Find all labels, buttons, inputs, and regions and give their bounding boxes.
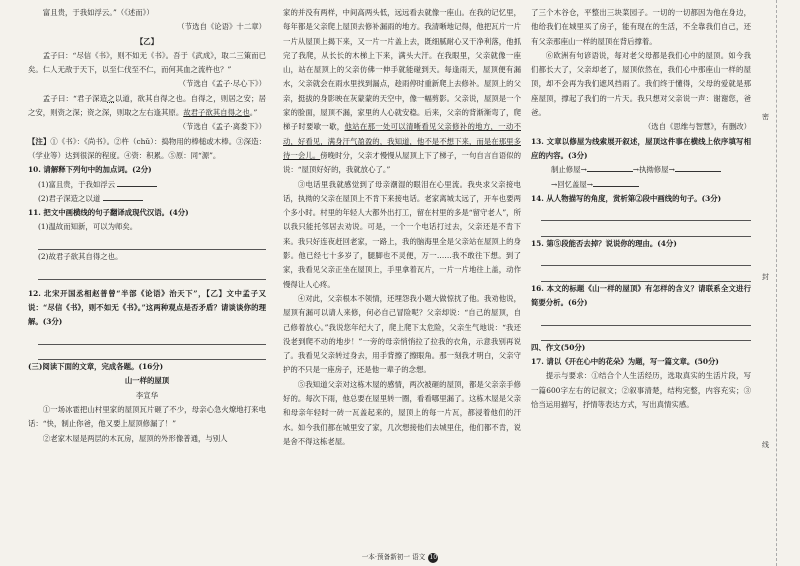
arrow-icon: → bbox=[668, 165, 675, 175]
question-item bbox=[28, 192, 266, 206]
question-14: 14. 从人物描写的角度，赏析第②段中画线的句子。(3分) bbox=[531, 193, 722, 203]
text-span: 。” bbox=[249, 108, 258, 118]
seal-mark: 封 bbox=[762, 273, 769, 281]
arrow-icon: → bbox=[580, 165, 587, 175]
paragraph bbox=[283, 6, 521, 178]
notes-label: 【注】 bbox=[28, 136, 51, 146]
arrow-icon: → bbox=[551, 179, 558, 189]
left-column bbox=[28, 6, 266, 446]
question-10: 10. 请解释下列句中的加点词。(2分) bbox=[28, 165, 152, 175]
answer-blank[interactable] bbox=[587, 164, 633, 172]
underlined-sentence: 他站在那一处可以清晰看见父亲修补的地方，一动不动，好看见，满身汗气盈盈的，我知道，他不是不想下来，而是在那里多待一会儿。 bbox=[283, 122, 521, 160]
answer-line[interactable] bbox=[541, 251, 751, 266]
paragraph bbox=[28, 92, 266, 121]
answer-line[interactable] bbox=[541, 266, 751, 281]
question-text: (1)富且贵，于我如浮云 bbox=[38, 179, 115, 189]
middle-column bbox=[283, 6, 521, 449]
text-span: 孟子曰：“君子深造 bbox=[42, 93, 108, 103]
dotted-word: 之 bbox=[107, 93, 115, 103]
answer-line[interactable] bbox=[38, 264, 266, 279]
paragraph: ⑥欧洲有句谚语说，每对老父母都是我们心中的屋顶。如今我们都长大了，父亲却老了，屋顶依然在，我们心中那座山一样的屋顶，却不会再为我们遮风挡雨了。我们终于懂得，父母的爱就是那座屋顶，撑起了我们的一片天。我只想对父亲说一声：谢谢您，爸爸。 bbox=[531, 50, 751, 118]
text-span: 傍晚时分，父亲才慢慢从屋顶上下了梯子，一句自言自语似的说：“屋顶好好的，我就放心了。” bbox=[283, 150, 521, 175]
answer-blank[interactable] bbox=[117, 179, 157, 187]
fold-line bbox=[776, 0, 777, 566]
arrow-icon: → bbox=[632, 165, 639, 175]
notes bbox=[28, 135, 266, 164]
text-span: 以道，欲其自得之也。自得之，则居之安；居之安，则资之深；资之深，则取之左右逢其原。 bbox=[28, 93, 266, 118]
question-15: 15. 第⑤段能否去掉？说说你的理由。(4分) bbox=[531, 238, 677, 248]
paragraph: ③电话里我就感觉到了母亲潮湿的眼泪在心里流。我央求父亲接电话，执拗的父亲在屋顶上不肯下来接电话。老家离城太远了，开车也要两个多小时。村里的年轻人大都外出打工，留在村里的多是“留守老人”，所以我只能托邻居去劝说。可是，一个一个电话打过去，父亲还是不肯下来。我只好连夜赶回老家，一路上，我的脑海里全是父亲站在屋顶上的身影。他已经七十多岁了，腿脚也不灵便，万一……我不敢往下想。到了家，我看见父亲正坐在屋顶上，手里拿着瓦片，一片一片地往上盖，动作慢得让人心疼。 bbox=[283, 179, 521, 289]
arrow-icon: → bbox=[586, 179, 593, 189]
underlined-sentence: 故君子欲其自得之也 bbox=[183, 108, 250, 118]
paragraph: 孟子曰：“尽信《书》，则不如无《书》。吾于《武成》，取二三策而已矣。仁人无敌于天下，以至仁伐至不仁，而何其血之流杵也？” bbox=[28, 50, 266, 75]
writing-requirements: 提示与要求：①结合个人生活经历，选取真实的生活片段，写一篇600字左右的记叙文；②叙事清楚，结构完整，内容充实；③恰当运用描写，抒情等表达方式，写出真情实感。 bbox=[531, 371, 751, 410]
answer-line[interactable] bbox=[541, 310, 751, 325]
section-4-heading: 四、作文(50分) bbox=[531, 342, 586, 352]
question-12: 12. 北宋开国丞相赵普曾“半部《论语》治天下”，【乙】文中孟子又说：“尽信《书》，则不如无《书》。”这两种观点是否矛盾？请谈谈你的理解。(3分) bbox=[28, 288, 266, 327]
source-note: （节选自《论语》十二章） bbox=[177, 22, 266, 32]
question-item: (1)温故而知新，可以为师矣。 bbox=[38, 222, 138, 232]
page-number: 10 bbox=[429, 554, 438, 561]
answer-blank[interactable] bbox=[675, 164, 721, 172]
flow-row bbox=[531, 178, 751, 192]
answer-blank[interactable] bbox=[593, 179, 639, 187]
answer-line[interactable] bbox=[541, 206, 751, 221]
answer-blank[interactable] bbox=[103, 193, 143, 201]
flow-step: 制止修屋 bbox=[551, 165, 581, 175]
answer-line[interactable] bbox=[38, 345, 266, 360]
answer-line[interactable] bbox=[541, 221, 751, 236]
flow-step: 回忆盖屋 bbox=[557, 179, 587, 189]
article-author: 李宣华 bbox=[135, 390, 159, 400]
question-17: 17. 请以《开在心中的花朵》为题，写一篇文章。(50分) bbox=[531, 357, 719, 367]
question-13: 13. 文章以修屋为线索展开叙述，屋顶这件事在横线上依序填写相应的内容。(3分) bbox=[531, 136, 751, 160]
right-column bbox=[531, 6, 751, 412]
text-line: 富且贵，于我如浮云。”（《述而》） bbox=[42, 8, 154, 17]
seal-mark: 密 bbox=[762, 113, 769, 121]
question-item: (2)故君子欲其自得之也。 bbox=[38, 252, 123, 262]
source-note: （节选自《孟子·尽心下》） bbox=[178, 79, 266, 89]
answer-line[interactable] bbox=[541, 326, 751, 341]
footer-text: 一本·预备新初一 语文 bbox=[361, 553, 426, 561]
section-3-heading: (三)阅读下面的文章，完成各题。(16分) bbox=[28, 362, 164, 372]
part-label: 【乙】 bbox=[135, 36, 159, 46]
notes-text: ①《书》：《尚书》。②杵（chǔ）：捣物用的棒槌或木棒。③深造：（学业等）达到很深的程度。④资：积累。⑤原：同“源”。 bbox=[28, 136, 266, 160]
text-span: 家的并没有两样，中间高两头低，远远看去就像一座山。在我的记忆里，每年都是父亲爬上屋顶去修补漏雨的地方。我清晰地记得，他把瓦片一片一片从屋顶上揭下来，又一片一片盖上去，既细腻耐心又干净利落，他抓完了我爬，从长长的木梯上下来，满头大汗。在我眼里，父亲就像一座山，站在屋顶上的父亲仿佛一伸手就能碰到天。每逢雨天，屋顶便有漏水，父亲就会在雨水里找到漏点，趁雨停时重新爬上去修补。屋顶上的父亲，挺拔的身影映在灰蒙蒙的天空中，像一幅剪影。父亲说，屋顶是一个家的脸面，屋顶不漏，家里的人心就安稳。后来，父亲的背渐渐弯了，爬梯子时要歇一歇， bbox=[283, 8, 521, 132]
answer-line[interactable] bbox=[38, 330, 266, 345]
flow-step: 执拗修屋 bbox=[638, 165, 669, 175]
source-note: （节选自《孟子·离娄下》） bbox=[178, 122, 266, 132]
paragraph: ②老家木屋是两层的木瓦房，屋顶的外形像普通，与别人 bbox=[42, 433, 228, 443]
paragraph: ①一场冰雹把山村里家的屋顶瓦片砸了不少，母亲心急火燎地打来电话：“快，制止你爸，他又要上屋顶修漏了！” bbox=[28, 405, 266, 429]
seal-mark: 线 bbox=[762, 441, 769, 449]
paragraph: ⑤我知道父亲对这栋木屋的感情，两次被砸的屋顶，都是父亲亲手修好的。每次下雨，他总要在屋里转一圈，看看哪里漏了。这栋木屋是父亲和母亲年轻时一砖一瓦盖起来的，屋顶上的每一片瓦，都浸着他们的汗水。如今我们都在城里安了家，几次想接他们去城里住，他们都不肯，说是舍不得这栋老屋。 bbox=[283, 379, 521, 446]
page-footer bbox=[0, 551, 800, 563]
paragraph: ④对此，父亲根本不领情，还埋怨我小题大做惊扰了他。我劝他说，屋顶有漏可以请人来修，何必自己冒险呢？父亲却说：“自己的屋顶，自己修着放心。”我说您年纪大了，爬上爬下太危险，父亲生气地说：“我还没老到爬不动的地步！”一旁的母亲悄悄拉了拉我的衣角，示意我别再说了。我看见父亲转过身去，用手背擦了擦眼角。那一刻我才明白，父亲守护的不只是一座房子，还是他一辈子的念想。 bbox=[283, 293, 521, 375]
source-note: （选自《思维与智慧》，有删改） bbox=[643, 122, 751, 132]
flow-row bbox=[531, 163, 751, 177]
question-text: (2)君子深造之以道 bbox=[38, 193, 101, 203]
article-title: 山一样的屋顶 bbox=[124, 376, 170, 386]
answer-line[interactable] bbox=[38, 235, 266, 250]
paragraph: 了三个木谷仓，平整出三块菜园子。一切的一切都因为他在身边，他给我们在城里买了房子，能有现在的生活，不全靠我们自己，还有父亲那座山一样的屋顶在背后撑着。 bbox=[531, 8, 751, 46]
question-11: 11. 把文中画横线的句子翻译成现代汉语。(4分) bbox=[28, 208, 189, 218]
question-16: 16. 本文的标题《山一样的屋顶》有怎样的含义？请联系全文进行简要分析。(6分) bbox=[531, 283, 751, 307]
question-item bbox=[28, 178, 266, 192]
